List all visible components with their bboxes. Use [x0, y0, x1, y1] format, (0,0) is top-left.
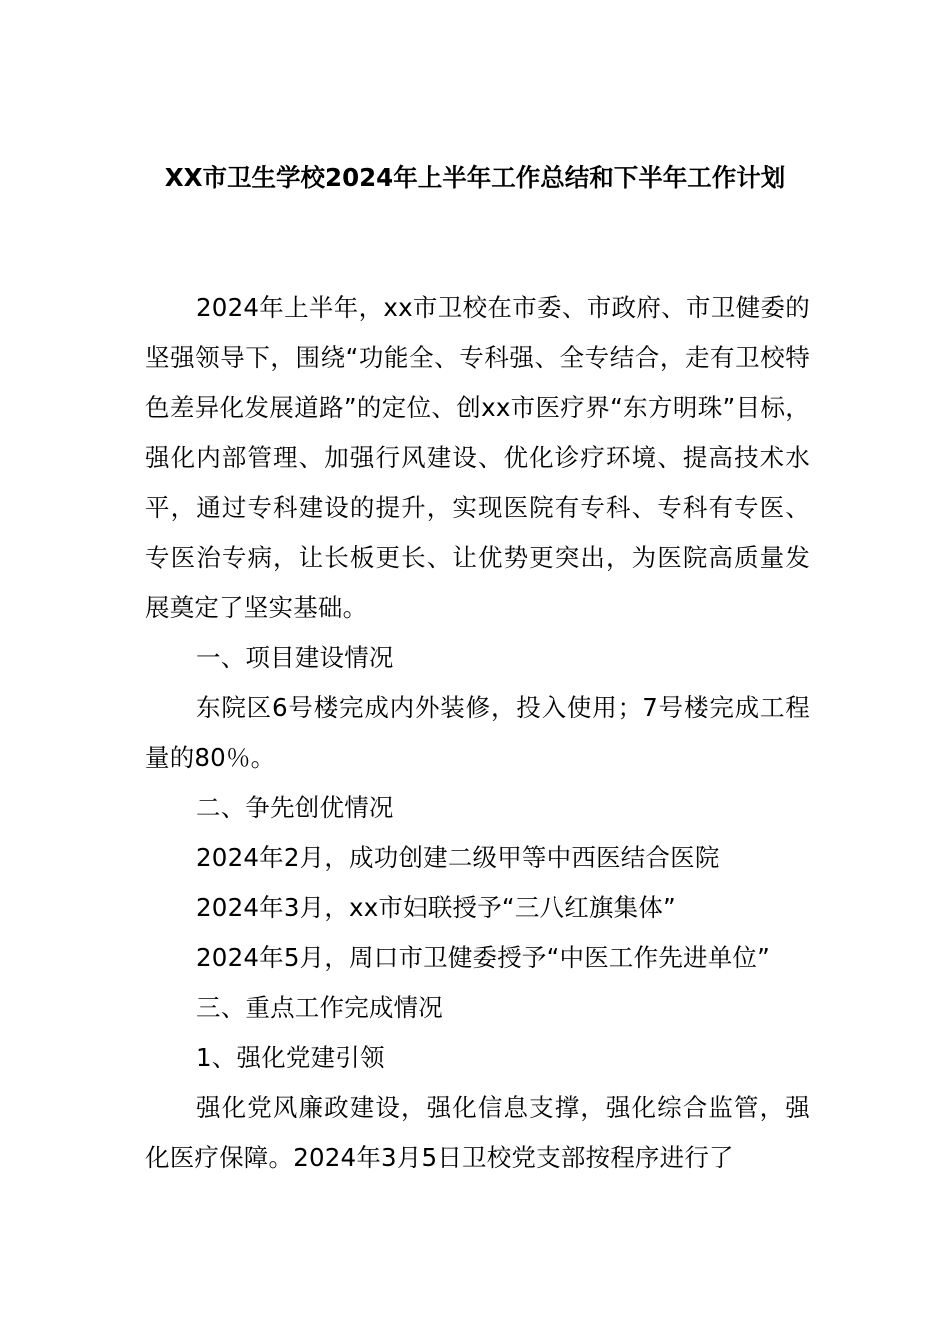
- document-title: XX市卫生学校2024年上半年工作总结和下半年工作计划: [164, 163, 786, 192]
- section-heading-project-construction: 一、项目建设情况: [196, 643, 394, 672]
- section-heading-key-work: 三、重点工作完成情况: [196, 993, 443, 1022]
- subsection-heading-party-building: 1、强化党建引领: [196, 1043, 385, 1072]
- section-heading-awards: 二、争先创优情况: [196, 793, 394, 822]
- document-body: [145, 283, 810, 1183]
- award-item: 2024年5月，周口市卫健委授予“中医工作先进单位”: [196, 943, 771, 972]
- intro-paragraph: 2024年上半年，xx市卫校在市委、市政府、市卫健委的坚强领导下，围绕“功能全、专科强、全专结合，走有卫校特色差异化发展道路”的定位、创xx市医疗界“东方明珠”目标，强化内部管理、加强行风建设、优化诊疗环境、提高技术水平，通过专科建设的提升，实现医院有专科、专科有专医、专医治专病，让长板更长、让优势更突出，为医院高质量发展奠定了坚实基础。: [145, 293, 810, 622]
- project-construction-paragraph: 东院区6号楼完成内外装修，投入使用；7号楼完成工程量的80％。: [145, 693, 810, 772]
- party-building-paragraph: 强化党风廉政建设，强化信息支撑，强化综合监管，强化医疗保障。2024年3月5日卫校党支部按程序进行了: [145, 1093, 810, 1172]
- award-item: 2024年3月，xx市妇联授予“三八红旗集体”: [196, 893, 676, 922]
- award-item: 2024年2月，成功创建二级甲等中西医结合医院: [196, 843, 720, 872]
